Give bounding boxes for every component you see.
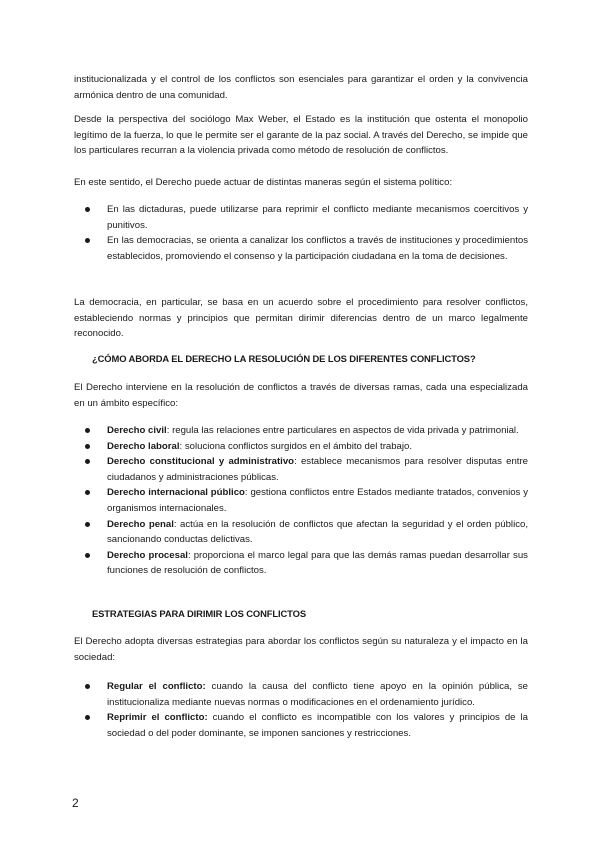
branch-description: : regula las relaciones entre particulares en aspectos de vida privada y patrimonial. <box>166 425 519 436</box>
paragraph-strategies-intro: El Derecho adopta diversas estrategias para abordar los conflictos según su naturaleza y el impacto en la sociedad: <box>74 636 528 663</box>
paragraph-branches-intro: El Derecho interviene en la resolución de conflictos a través de diversas ramas, cada una especializada en un ámbito específico: <box>74 382 528 409</box>
section-heading-strategies: ESTRATEGIAS PARA DIRIMIR LOS CONFLICTOS <box>92 608 306 619</box>
list-item-text: En las democracias, se orienta a canalizar los conflictos a través de instituciones y procedimientos establecidos, promoviendo el consenso y la participación ciudadana en la toma de decisiones. <box>107 235 528 262</box>
branch-term: Derecho civil <box>107 425 167 436</box>
branch-term: Derecho procesal <box>107 549 188 561</box>
bullet-icon <box>85 428 90 433</box>
list-item <box>74 202 528 233</box>
strategy-term: Reprimir el conflicto: <box>107 712 208 724</box>
law-branches-list <box>74 423 528 579</box>
paragraph-political-systems: En este sentido, el Derecho puede actuar de distintas maneras según el sistema político: <box>74 177 453 188</box>
branch-description: : actúa en la resolución de conflictos que afectan la seguridad y el orden público, sancionando conductas delictivas. <box>107 518 528 546</box>
strategy-term: Regular el conflicto: <box>107 681 206 692</box>
strategies-list <box>74 679 528 741</box>
list-item <box>74 548 528 579</box>
list-item <box>74 454 528 485</box>
branch-description: : establece mecanismos para resolver disputas entre ciudadanos y administraciones públicas. <box>107 456 529 483</box>
list-item <box>74 423 528 439</box>
bullet-icon <box>85 238 90 243</box>
bullet-icon <box>85 553 90 558</box>
bullet-icon <box>85 490 90 495</box>
branch-description: : proporciona el marco legal para que las demás ramas puedan desarrollar sus funciones de resolución de conflictos. <box>107 549 528 577</box>
paragraph-weber: Desde la perspectiva del sociólogo Max Weber, el Estado es la institución que ostenta el monopolio legítimo de la fuerza, lo que le permite ser el garante de la paz social. A través del Derecho, se impide que los particulares recurran a la violencia privada como método de resolución de conflictos. <box>74 114 528 157</box>
list-item <box>74 485 528 516</box>
bullet-icon <box>85 684 90 689</box>
political-systems-list <box>74 202 528 264</box>
bullet-icon <box>85 444 90 449</box>
bullet-icon <box>85 459 90 464</box>
strategy-description: cuando la causa del conflicto tiene apoyo en la opinión pública, se institucionaliza mediante nuevas normas o modificaciones en el ordenamiento jurídico. <box>107 681 529 708</box>
branch-term: Derecho constitucional y administrativo <box>107 456 295 468</box>
bullet-icon <box>85 715 90 720</box>
list-item-text: En las dictaduras, puede utilizarse para reprimir el conflicto mediante mecanismos coercitivos y punitivos. <box>107 204 528 231</box>
branch-description: : gestiona conflictos entre Estados mediante tratados, convenios y organismos internacionales. <box>107 487 528 514</box>
strategy-description: cuando el conflicto es incompatible con los valores y principios de la sociedad o del poder dominante, se imponen sanciones y restricciones. <box>107 712 528 739</box>
bullet-icon <box>85 207 90 212</box>
list-item <box>74 233 528 264</box>
paragraph-democracy: La democracia, en particular, se basa en un acuerdo sobre el procedimiento para resolver conflictos, estableciendo normas y principios que permitan dirimir diferencias dentro de un marco legalmente reconocido. <box>74 297 528 340</box>
list-item <box>74 439 528 455</box>
page-number: 2 <box>72 796 79 810</box>
branch-term: Derecho laboral <box>107 440 180 452</box>
branch-term: Derecho internacional público <box>107 487 245 499</box>
branch-term: Derecho penal <box>107 518 174 530</box>
list-item <box>74 710 528 741</box>
paragraph-intro-continuation: institucionalizada y el control de los conflictos son esenciales para garantizar el orden y la convivencia armónica dentro de una comunidad. <box>74 74 528 101</box>
section-heading-resolution: ¿CÓMO ABORDA EL DERECHO LA RESOLUCIÓN DE LOS DIFERENTES CONFLICTOS? <box>92 353 476 364</box>
bullet-icon <box>85 522 90 527</box>
branch-description: : soluciona conflictos surgidos en el ámbito del trabajo. <box>179 440 413 452</box>
list-item <box>74 679 528 710</box>
list-item <box>74 517 528 548</box>
